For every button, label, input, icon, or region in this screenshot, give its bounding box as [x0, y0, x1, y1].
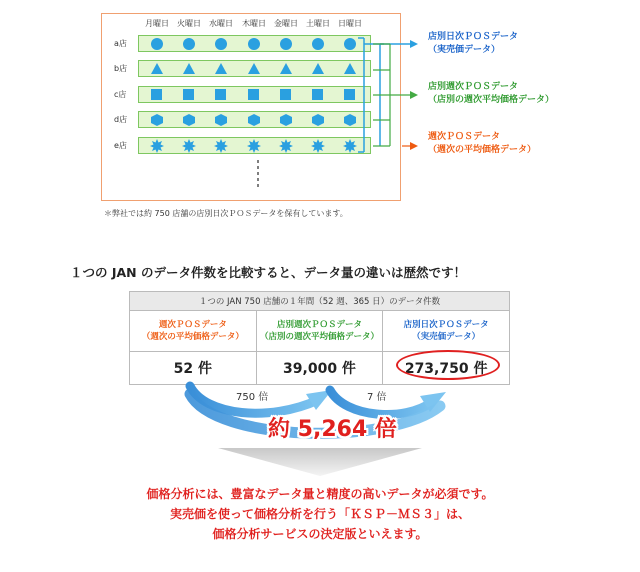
square-icon [183, 89, 194, 100]
store-label-d: d店 [114, 115, 128, 124]
weekly-arrowhead [410, 142, 418, 150]
star-burst-icon-row [150, 139, 357, 153]
conclusion-line-2: 実売価を使って価格分析を行う「ＫＳＰ－ＭＳ３」は、 [169, 507, 470, 521]
conclusion [60, 484, 580, 544]
column-header-daily-line2: （実売価データ） [412, 332, 481, 342]
hexagon-icon [151, 114, 163, 126]
store-weekly-arrowhead [410, 91, 418, 99]
hexagon-icon [280, 114, 292, 126]
legend-store-weekly-line2: （店別の週次平均価格データ） [428, 95, 555, 105]
down-funnel [218, 448, 422, 478]
legend-weekly [428, 131, 536, 157]
day-label-fri: 金曜日 [274, 19, 298, 28]
store-label-c: c店 [114, 90, 127, 99]
column-header-weekly-line2: （週次の平均価格データ） [141, 332, 244, 342]
circle-icon [248, 38, 260, 50]
legend-daily-line1: 店別日次ＰＯＳデータ [428, 32, 519, 42]
star-burst-icon [311, 139, 325, 153]
square-icon-row [151, 89, 355, 100]
circle-icon [151, 38, 163, 50]
circle-icon [344, 38, 356, 50]
day-label-wed: 水曜日 [209, 19, 233, 28]
day-label-tue: 火曜日 [177, 19, 201, 28]
triangle-icon [183, 63, 195, 74]
multiplier-750: 750 倍 [236, 392, 269, 403]
star-burst-icon [343, 139, 357, 153]
day-label-thu: 木曜日 [242, 19, 266, 28]
day-label-mon: 月曜日 [145, 19, 169, 28]
triangle-icon [344, 63, 356, 74]
daily-arrowhead [410, 40, 418, 48]
legend-daily [428, 31, 518, 57]
square-icon [280, 89, 291, 100]
hexagon-icon [312, 114, 324, 126]
square-icon [248, 89, 259, 100]
square-icon [215, 89, 226, 100]
triangle-icon [151, 63, 163, 74]
store-weekly-bracket [373, 44, 412, 146]
triangle-icon [312, 63, 324, 74]
star-burst-icon [214, 139, 228, 153]
circle-icon [280, 38, 292, 50]
circle-icon [312, 38, 324, 50]
star-burst-icon [279, 139, 293, 153]
multiplier-7: 7 倍 [367, 392, 387, 403]
column-header-weekly [130, 311, 257, 352]
triangle-icon [215, 63, 227, 74]
legend-store-weekly [428, 81, 554, 107]
circle-icon-row [151, 38, 356, 50]
star-burst-icon [182, 139, 196, 153]
triangle-icon-row [151, 63, 356, 74]
column-header-store-weekly-line2: （店別の週次平均価格データ） [259, 332, 379, 342]
day-label-sat: 土曜日 [306, 19, 330, 28]
square-icon [312, 89, 323, 100]
comparison-title: １つの JAN 750 店舗の１年間（52 週、365 日）のデータ件数 [130, 292, 510, 311]
conclusion-line-1: 価格分析には、豊富なデータ量と精度の高いデータが必須です。 [146, 487, 494, 501]
triangle-icon [248, 63, 260, 74]
diagram-overlay [0, 0, 640, 240]
footnote: ＊弊社では約 750 店舗の店別日次ＰＯＳデータを保有しています。 [104, 209, 348, 218]
day-label-sun: 日曜日 [338, 19, 362, 28]
square-icon [151, 89, 162, 100]
hexagon-icon [215, 114, 227, 126]
legend-daily-line2: （実売価データ） [428, 45, 501, 55]
value-weekly: 52 件 [130, 352, 257, 385]
column-header-daily-line1: 店別日次ＰＯＳデータ [403, 320, 489, 330]
square-icon [344, 89, 355, 100]
hexagon-icon [344, 114, 356, 126]
multiplier-total: 約 5,264 倍 [268, 417, 397, 442]
conclusion-line-3: 価格分析サービスの決定版といえます。 [212, 527, 428, 541]
hexagon-icon-row [151, 114, 356, 126]
circle-icon [215, 38, 227, 50]
value-daily: 273,750 件 [383, 352, 510, 385]
headline: １つの JAN のデータ件数を比較すると、データ量の違いは歴然です！ [70, 265, 466, 280]
star-burst-icon [150, 139, 164, 153]
store-label-b: b店 [114, 64, 128, 73]
down-funnel-shape [218, 448, 422, 476]
value-store-weekly: 39,000 件 [256, 352, 383, 385]
hexagon-icon [183, 114, 195, 126]
legend-store-weekly-line1: 店別週次ＰＯＳデータ [428, 82, 519, 92]
circle-icon [183, 38, 195, 50]
star-burst-icon [247, 139, 261, 153]
legend-weekly-line1: 週次ＰＯＳデータ [428, 132, 501, 142]
column-header-weekly-line1: 週次ＰＯＳデータ [158, 320, 227, 330]
hexagon-icon [248, 114, 260, 126]
triangle-icon [280, 63, 292, 74]
column-header-store-weekly-line1: 店別週次ＰＯＳデータ [276, 320, 362, 330]
legend-weekly-line2: （週次の平均価格データ） [428, 145, 537, 155]
store-label-e: e店 [114, 141, 127, 150]
column-header-daily [383, 311, 510, 352]
column-header-store-weekly [256, 311, 383, 352]
store-label-a: a店 [114, 39, 127, 48]
